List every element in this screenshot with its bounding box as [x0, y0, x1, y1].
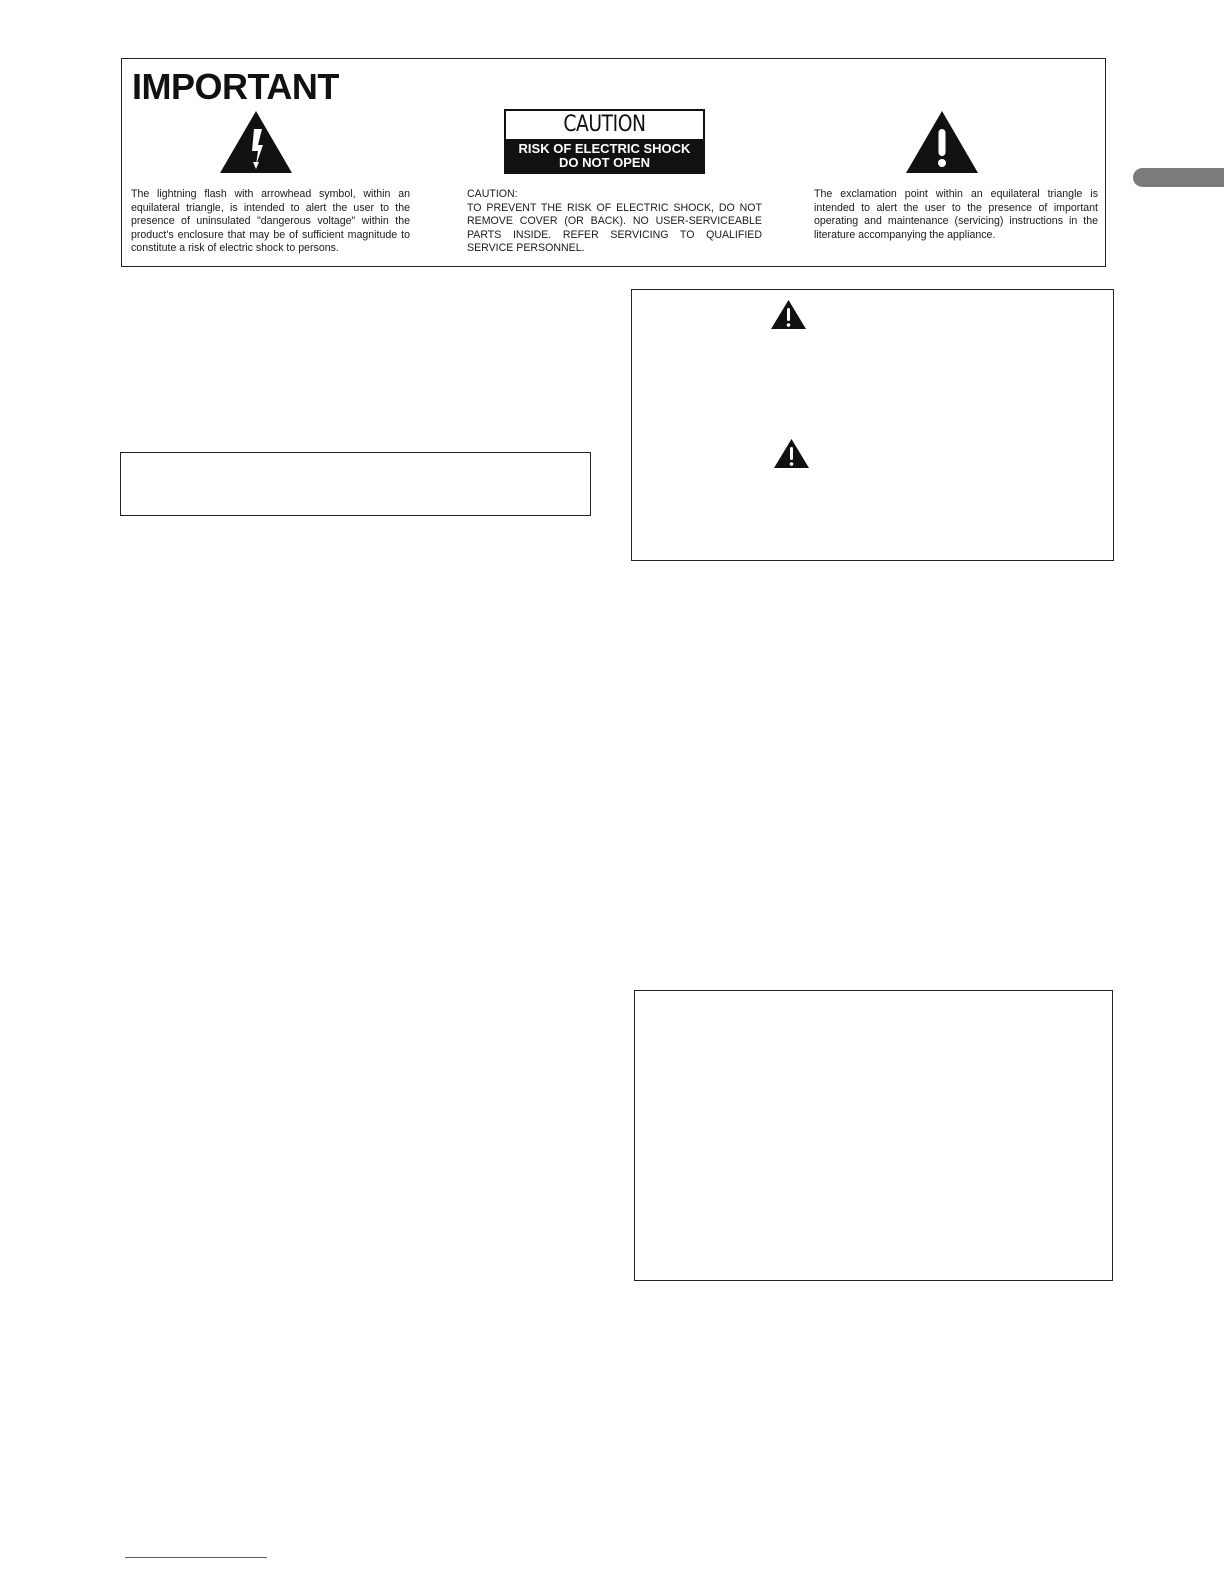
- notice-frame-right: [634, 990, 1113, 1281]
- caution-text: TO PREVENT THE RISK OF ELECTRIC SHOCK, DO NOT REMOVE COVER (OR BACK). NO USER-SERVICEABLE PARTS INSIDE. REFER SERVICING TO QUALIFIED SERVICE PERSONNEL.: [467, 201, 762, 255]
- warning-triangle-icon: [770, 299, 807, 330]
- caution-label-line-1: RISK OF ELECTRIC SHOCK: [518, 141, 691, 156]
- caution-label-line-2: DO NOT OPEN: [558, 155, 650, 170]
- caution-heading: CAUTION:: [467, 188, 518, 200]
- important-heading: IMPORTANT: [132, 66, 339, 107]
- warning-frame: [631, 289, 1114, 561]
- language-side-tab: [1133, 168, 1224, 187]
- notice-frame-left: [120, 452, 591, 516]
- caution-label-title: CAUTION: [563, 112, 646, 137]
- important-notice-panel: [121, 58, 1106, 267]
- lightning-triangle-icon: [218, 109, 294, 175]
- caution-label: [504, 109, 705, 174]
- caution-description: [467, 188, 762, 256]
- exclamation-triangle-icon: [904, 109, 980, 175]
- footer-rule: [125, 1557, 267, 1558]
- warning-triangle-icon: [773, 438, 810, 469]
- exclamation-symbol-description: The exclamation point within an equilateral triangle is intended to alert the user to the presence of important operating and maintenance (servicing) instructions in the literature accompanying the appliance.: [814, 188, 1098, 241]
- caution-label-warning: [506, 139, 703, 172]
- lightning-symbol-description: The lightning flash with arrowhead symbol, within an equilateral triangle, is intended to alert the user to the presence of uninsulated "dangerous voltage" within the product's enclosure that may be of sufficient magnitude to constitute a risk of electric shock to persons.: [131, 188, 410, 255]
